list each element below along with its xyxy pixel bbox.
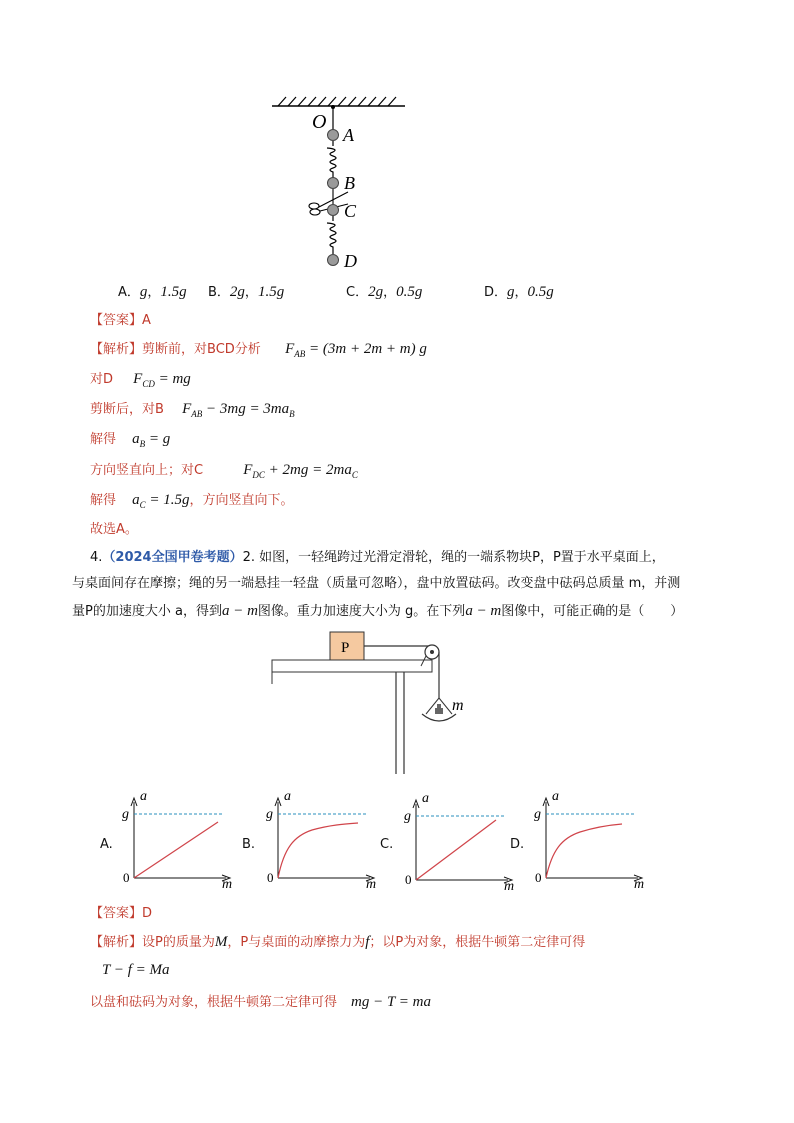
graph-c-g-label: g bbox=[404, 809, 411, 824]
q3-analysis-line-1: 【解析】剪断前，对BCD分析 $F_{AB} = (3m + 2m + m)$ g bbox=[90, 341, 427, 359]
graph-b-g-label: g bbox=[266, 807, 273, 822]
q3-analysis-line-3: 剪断后，对B $F_{AB} - 3mg = 3ma_B$ bbox=[90, 401, 295, 419]
pulley-figure bbox=[266, 628, 476, 778]
graph-c-y-label: a bbox=[422, 791, 429, 806]
graph-c-origin: 0 bbox=[405, 872, 412, 887]
graph-d-origin: 0 bbox=[535, 870, 542, 885]
mass-label: m bbox=[452, 697, 464, 714]
graph-b-y-label: a bbox=[284, 789, 291, 804]
q3-answer bbox=[90, 312, 151, 330]
q3-analysis-line-5: 方向竖直向上；对C $F_{DC} + 2mg = 2ma_C$ bbox=[90, 462, 358, 480]
graph-b-letter: B. bbox=[242, 837, 256, 852]
graph-d-y-label: a bbox=[552, 789, 559, 804]
q3-analysis-line-6: 解得 $a_C = 1.5g$，方向竖直向下。 bbox=[90, 492, 294, 510]
answer-tag: 【答案】 bbox=[90, 906, 143, 921]
option-a: A．g，1.5g bbox=[118, 284, 187, 300]
q4-stem-line-2: 与桌面间存在摩擦；绳的另一端悬挂一轻盘（质量可忽略），盘中放置砝码。改变盘中砝码总质量 m，并测 bbox=[72, 576, 681, 591]
graph-a-g-label: g bbox=[122, 807, 129, 822]
q4-analysis-line-3: 以盘和砝码为对象，根据牛顿第二定律可得 mg − T = ma bbox=[90, 994, 431, 1010]
label-b: B bbox=[344, 173, 355, 193]
graph-b-origin: 0 bbox=[267, 870, 274, 885]
graph-a-y-label: a bbox=[140, 789, 147, 804]
q3-analysis-line-2: 对D $F_{CD}$ = mg bbox=[90, 371, 191, 389]
graph-b bbox=[262, 788, 382, 888]
graph-d-g-label: g bbox=[534, 807, 541, 822]
option-d: D．g，0.5g bbox=[484, 284, 554, 300]
block-p-label: P bbox=[341, 640, 350, 656]
graph-b-curve bbox=[278, 823, 358, 878]
graph-a-curve bbox=[134, 822, 218, 878]
answer-value: A bbox=[142, 313, 151, 328]
label-c: C bbox=[344, 201, 357, 221]
graph-b-x-label: m bbox=[366, 877, 377, 888]
q4-stem-line-1: 4.（2024全国甲卷考题）2. 如图，一轻绳跨过光滑定滑轮，绳的一端系物块P，P置于水平桌面上， bbox=[90, 550, 665, 565]
q3-analysis-line-4: 解得 $a_B = g$ bbox=[90, 431, 171, 449]
option-c: C．2g，0.5g bbox=[346, 284, 423, 300]
graph-c-curve bbox=[416, 820, 496, 880]
answer-value: D bbox=[142, 906, 153, 921]
graph-a-x-label: m bbox=[222, 877, 233, 888]
question-source: （2024全国甲卷考题） bbox=[102, 550, 243, 565]
graph-d-x-label: m bbox=[634, 877, 645, 888]
graph-c-x-label: m bbox=[504, 879, 515, 890]
graph-d-letter: D. bbox=[510, 837, 525, 852]
label-a: A bbox=[343, 125, 354, 145]
q3-analysis-line-7: 故选A。 bbox=[90, 522, 138, 537]
answer-tag: 【答案】 bbox=[90, 313, 143, 328]
q4-analysis-line-2: T − f = Ma bbox=[102, 962, 170, 978]
graph-c-letter: C. bbox=[380, 837, 394, 852]
pan bbox=[422, 714, 456, 721]
graph-a bbox=[118, 788, 238, 888]
question-number: 4. bbox=[90, 550, 103, 565]
spring-figure bbox=[260, 92, 420, 272]
graphs-row bbox=[96, 788, 656, 892]
graph-a-origin: 0 bbox=[123, 870, 130, 885]
q4-stem-line-3: 量P的加速度大小 a，得到a − m图像。重力加速度大小为 g。在下列a − m图像中，可能正确的是（ ） bbox=[72, 603, 684, 619]
graph-d bbox=[530, 788, 650, 888]
graph-d-curve bbox=[546, 824, 622, 878]
q4-answer bbox=[90, 905, 152, 923]
label-o: O bbox=[312, 111, 327, 133]
graph-a-letter: A. bbox=[100, 837, 113, 852]
option-b: B．2g，1.5g bbox=[208, 284, 285, 300]
q4-analysis-line-1: 【解析】设P的质量为M，P与桌面的动摩擦力为f；以P为对象，根据牛顿第二定律可得 bbox=[90, 934, 586, 950]
graph-c bbox=[400, 790, 520, 890]
label-d: D bbox=[344, 251, 357, 271]
